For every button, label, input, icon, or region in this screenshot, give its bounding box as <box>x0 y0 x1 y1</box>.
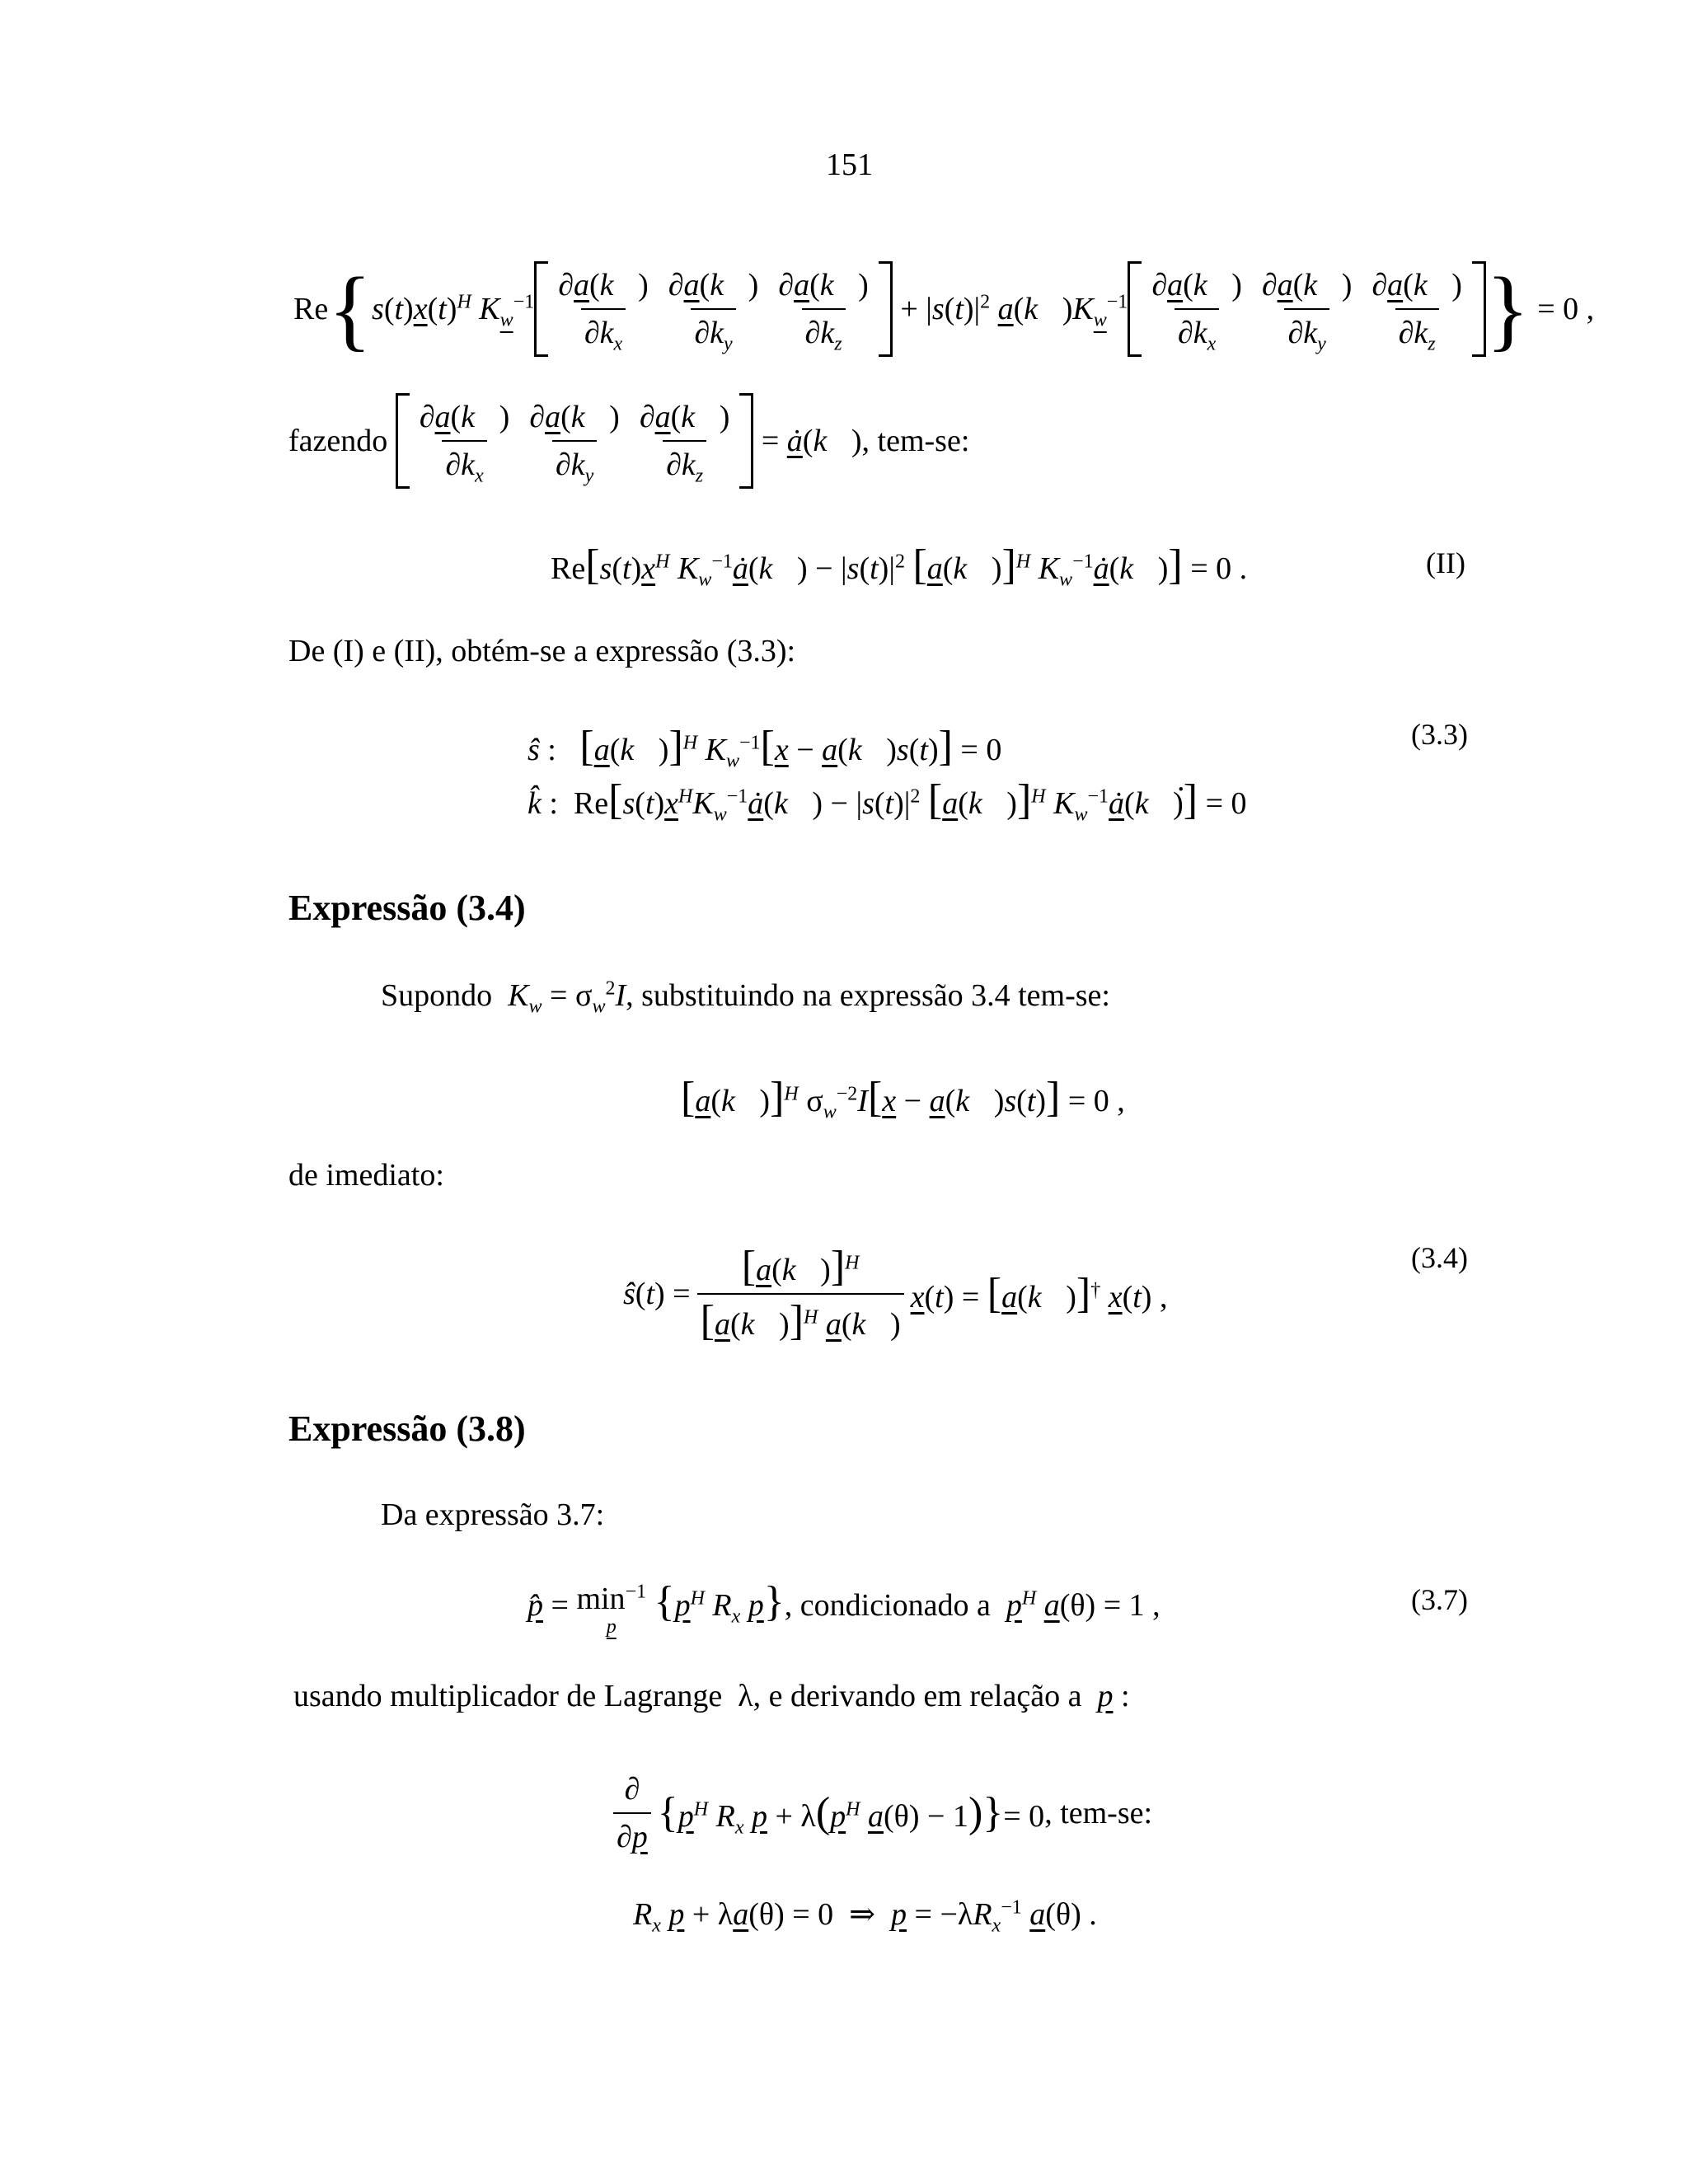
usando-text: usando multiplicador de Lagrange <box>293 1679 723 1713</box>
equation-3-4: ŝ(t) = $\frac{[a(k⃗)]^H}{[a(k⃗)]^H a(k⃗)}$ x(t) = [a(k⃗)]† x(t) , <box>623 1243 1168 1344</box>
equation-sigma: [a(k⃗)]$^H$ $\sigma_w^{-2}I[x$ − a(k⃗)s(t)] = 0 , <box>681 1074 1125 1123</box>
equation-number-3-7: (3.7) <box>1411 1583 1468 1616</box>
definition-line: fazendo $\frac{\partial a(k⃗)}{\partial k_x}$ $\frac{\partial a(k⃗)}{\partial k_y}$ $\frac{\partial a(k⃗)}{\partial k_z}$ = ȧ(k⃗) , tem-se: <box>288 396 969 486</box>
supondo-line: Supondo $K_w = \sigma_w^2I$, substituindo na expressão 3.4 tem-se: <box>381 977 1110 1018</box>
lagrange-line: usando multiplicador de Lagrange λ, e derivando em relação a p : <box>293 1679 1130 1713</box>
tem-se-text: , tem-se: <box>861 424 970 458</box>
section-heading-3-4: Expressão (3.4) <box>288 888 526 928</box>
equation-number-ii: (II) <box>1426 546 1465 579</box>
supondo-text: Supondo <box>381 978 493 1013</box>
equation-3-7: p̂ = $\min^{-1}$ p {$p^H$ $R_x$ p}, condicionado a $p^H$ a(θ) = 1 , <box>528 1578 1160 1638</box>
equation-re-gradient: Re { $s(t)x(t)^H$ $K_w^{-1}$ $\frac{\partial a(k⃗)}{\partial k_x}$ $\frac{\partial a(k⃗)}{\partial k_y}$ $\frac{\partial a(k⃗)}{\partial k_z}$ + $|s(t)|^2$ $a(k⃗)K_w^{-1}$ $\frac{\partial a(k⃗)}{\partial k_x}$ $\frac{\partial a(k⃗)}{\partial k_y}$ $\frac{\partial a(k⃗)}{\partial k_z}$ } = 0 , <box>293 259 1595 359</box>
equation-derivative: $\frac{\partial}{\partial p}$ {$p^H$ $R_x$ $p + \lambda(p^H$ a(θ) − 1)}= 0 , tem-se: <box>613 1764 1152 1863</box>
equation-ii: $Re[s(t)x^H$ $K_w^{-1}ȧ(k⃗) - |s(t)|^2$ [a(k⃗)]$^H$ $K_w^{-1}ȧ(k⃗)] = 0$ . <box>551 541 1248 591</box>
intro-3-3: De (I) e (II), obtém-se a expressão (3.3): <box>288 634 796 668</box>
de-imediato: de imediato: <box>288 1158 444 1193</box>
tem-se-text-2: , tem-se: <box>1044 1796 1153 1830</box>
equation-3-3-period: . <box>1177 763 1185 798</box>
condicionado-text: , condicionado a <box>784 1588 991 1623</box>
equation-3-3-k-hat: k̂ : $Re[s(t)x^HK_w^{-1}ȧ(k⃗) - |s(t)|^2$ [a(k⃗)]$^H$ $K_w^{-1}ȧ(k⃗)] = 0$ <box>528 776 1247 826</box>
equation-number-3-4: (3.4) <box>1411 1241 1468 1274</box>
page-number: 151 <box>826 148 873 182</box>
da-expressao: Da expressão 3.7: <box>381 1497 605 1532</box>
derivando-text: , e derivando em relação a <box>753 1679 1082 1713</box>
section-heading-3-8: Expressão (3.8) <box>288 1408 526 1449</box>
equation-3-3-s-hat: ŝ : [a(k⃗)]$^H$ $K_w^{-1}[x$ − a(k⃗)s(t)] = 0 <box>528 723 1002 772</box>
equation-number-3-3: (3.3) <box>1411 718 1468 751</box>
fazendo-text: fazendo <box>288 424 388 458</box>
substituindo-text: , substituindo na expressão 3.4 tem-se: <box>626 978 1110 1013</box>
equation-final: $R_x$ p + λa(θ) = 0 ⇒ $p = -\lambda R_x^{-1}$ a(θ) . <box>633 1896 1097 1937</box>
